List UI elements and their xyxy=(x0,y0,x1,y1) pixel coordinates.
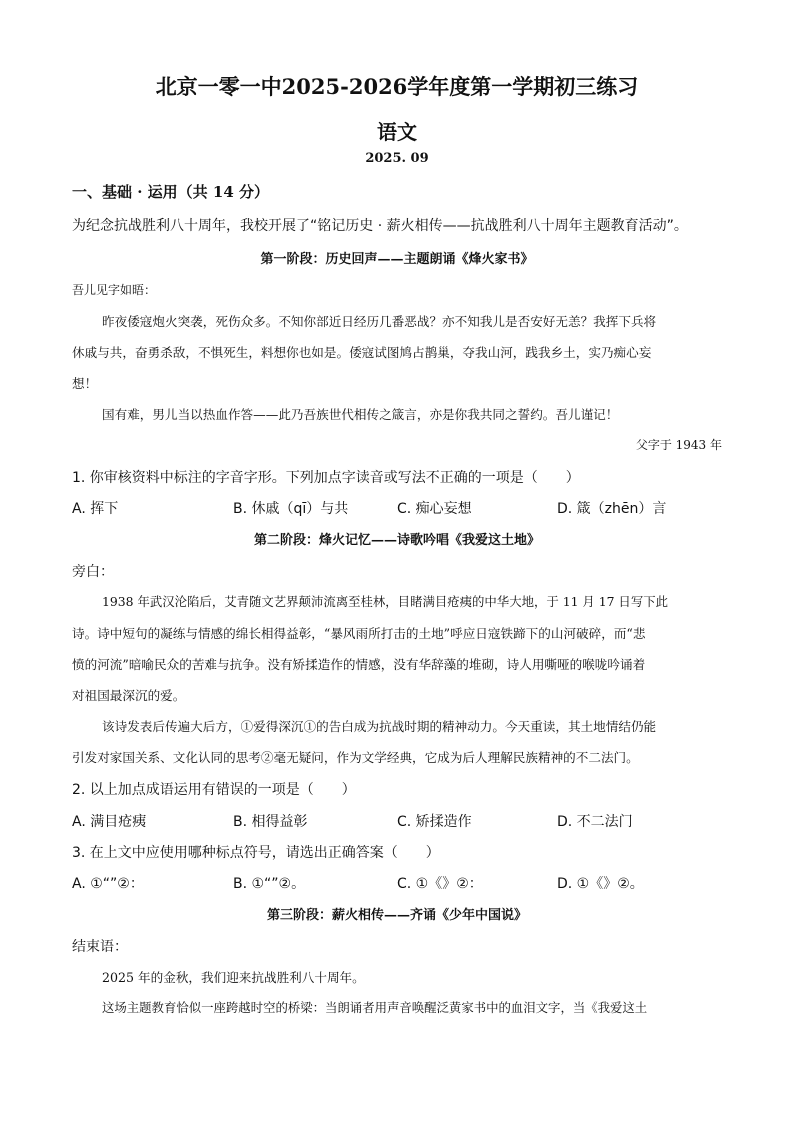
exam-title: 北京一零一中2025-2026学年度第一学期初三练习 xyxy=(155,74,639,99)
question-2-option-c: C. 矫揉造作 xyxy=(397,814,472,830)
letter-line: 休戚与共，奋勇杀敌，不惧死生，料想你也如是。倭寇试图鸠占鹊巢，夺我山河，践我乡土，实乃痴心妄 xyxy=(72,345,652,360)
letter-greeting: 吾儿见字如晤： xyxy=(72,283,157,297)
letter-line: 想！ xyxy=(72,376,98,391)
question-1-stem: 1. 你审核资料中标注的字音字形。下列加点字读音或写法不正确的一项是（ ） xyxy=(72,470,580,486)
letter-line: 昨夜倭寇炮火突袭，死伤众多。不知你部近日经历几番恶战？亦不知我儿是否安好无恙？我挥下兵将 xyxy=(102,314,657,329)
section-heading: 一、基础 · 运用（共 14 分） xyxy=(72,183,269,201)
question-1-option-c: C. 痴心妄想 xyxy=(397,501,472,517)
question-2-option-d: D. 不二法门 xyxy=(557,814,633,830)
narration-line: 诗。诗中短句的凝练与情感的绵长相得益彰，“暴风雨所打击的土地”呼应日寇铁蹄下的山河破碎，而“悲 xyxy=(72,626,646,641)
letter-line: 国有难，男儿当以热血作答——此乃吾族世代相传之箴言，亦是你我共同之誓约。吾儿谨记！ xyxy=(102,407,619,422)
question-2-option-b: B. 相得益彰 xyxy=(233,814,308,830)
narration-line: 该诗发表后传遍大后方，①爱得深沉①的告白成为抗战时期的精神动力。今天重读，其土地情结仍能 xyxy=(102,719,657,734)
question-1-option-b: B. 休戚（qī）与共 xyxy=(233,501,349,517)
question-3-option-c: C. ①《》②： xyxy=(397,876,483,892)
question-3-option-a: A. ①“”②： xyxy=(72,876,144,892)
closing-label: 结束语： xyxy=(72,939,128,955)
narration-line: 1938 年武汉沦陷后，艾青随文艺界颠沛流离至桂林，目睹满目疮痍的中华大地，于 11 月 17 日写下此 xyxy=(102,594,668,609)
activity-intro: 为纪念抗战胜利八十周年，我校开展了“铭记历史 · 薪火相传——抗战胜利八十周年主题教育活动”。 xyxy=(72,218,688,234)
subject-title: 语文 xyxy=(377,120,417,144)
narration-line: 引发对家国关系、文化认同的思考②毫无疑问，作为文学经典，它成为后人理解民族精神的不二法门。 xyxy=(72,750,639,765)
question-2-stem: 2. 以上加点成语运用有错误的一项是（ ） xyxy=(72,782,356,798)
narration-label: 旁白： xyxy=(72,564,114,580)
question-1-option-a: A. 挥下 xyxy=(72,501,119,517)
question-3-stem: 3. 在上文中应使用哪种标点符号，请选出正确答案（ ） xyxy=(72,845,440,861)
narration-line: 对祖国最深沉的爱。 xyxy=(72,688,186,703)
question-1-option-d: D. 箴（zhēn）言 xyxy=(557,501,667,517)
question-3-option-d: D. ①《》②。 xyxy=(557,876,644,892)
stage3-heading: 第三阶段：薪火相传——齐诵《少年中国说》 xyxy=(266,908,527,923)
letter-signature: 父字于 1943 年 xyxy=(635,438,722,452)
stage2-heading: 第二阶段：烽火记忆——诗歌吟唱《我爱这土地》 xyxy=(253,533,540,548)
closing-line: 2025 年的金秋，我们迎来抗战胜利八十周年。 xyxy=(102,970,365,985)
stage1-heading: 第一阶段：历史回声——主题朗诵《烽火家书》 xyxy=(260,252,534,267)
narration-line: 愤的河流”暗喻民众的苦难与抗争。没有矫揉造作的情感，没有华辞藻的堆砌，诗人用嘶哑的喉咙吟诵着 xyxy=(72,657,646,672)
closing-line: 这场主题教育恰似一座跨越时空的桥梁：当朗诵者用声音唤醒泛黄家书中的血泪文字，当《我爱这土 xyxy=(102,1000,648,1015)
question-3-option-b: B. ①“”②。 xyxy=(233,876,306,892)
exam-date: 2025. 09 xyxy=(365,151,429,166)
question-2-option-a: A. 满目疮痍 xyxy=(72,814,147,830)
